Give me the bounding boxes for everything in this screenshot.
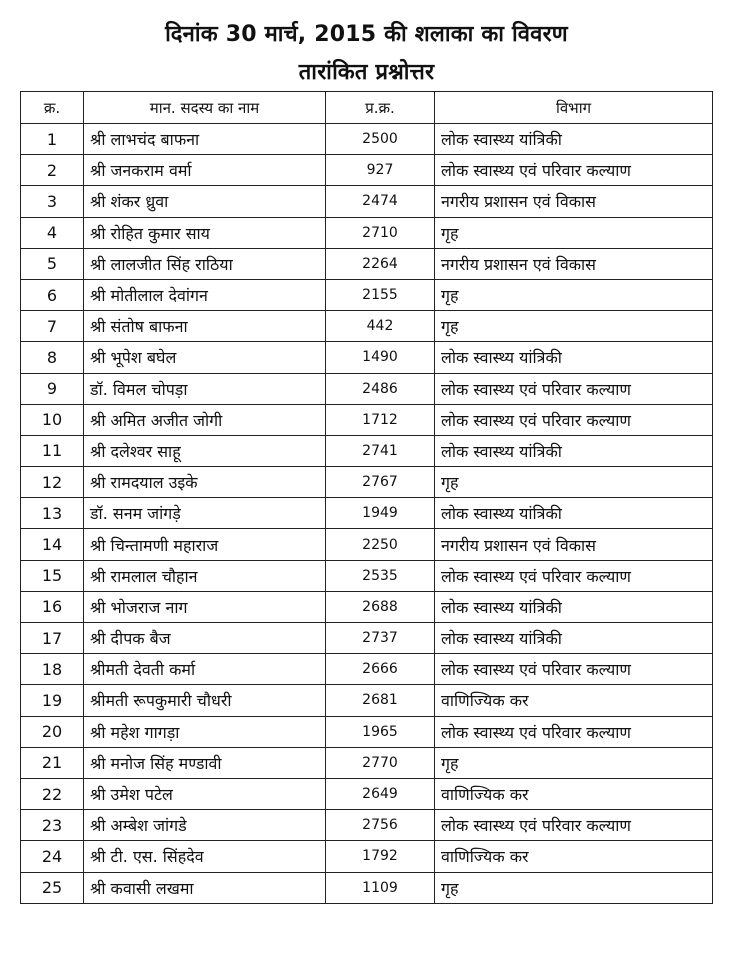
member-name-cell: श्री मनोज सिंह मण्डावी xyxy=(84,747,326,778)
page-title: दिनांक 30 मार्च, 2015 की शलाका का विवरण xyxy=(165,22,568,47)
member-name-cell: डॉ. सनम जांगड़े xyxy=(84,498,326,529)
question-number-cell: 2486 xyxy=(326,373,435,404)
serial-cell: 15 xyxy=(21,560,84,591)
table-body xyxy=(21,124,713,904)
table-row xyxy=(21,435,713,466)
question-number-cell: 2710 xyxy=(326,217,435,248)
serial-cell: 19 xyxy=(21,685,84,716)
member-name-cell: श्री लालजीत सिंह राठिया xyxy=(84,248,326,279)
department-cell: लोक स्वास्थ्य एवं परिवार कल्याण xyxy=(435,654,713,685)
column-header-member-name: मान. सदस्य का नाम xyxy=(84,92,326,124)
department-cell: गृह xyxy=(435,279,713,310)
serial-cell: 4 xyxy=(21,217,84,248)
serial-cell: 8 xyxy=(21,342,84,373)
serial-cell: 7 xyxy=(21,311,84,342)
table-row xyxy=(21,623,713,654)
department-cell: लोक स्वास्थ्य एवं परिवार कल्याण xyxy=(435,373,713,404)
department-cell: गृह xyxy=(435,747,713,778)
table-row xyxy=(21,716,713,747)
member-name-cell: श्री शंकर ध्रुवा xyxy=(84,186,326,217)
column-header-serial: क्र. xyxy=(21,92,84,124)
table-row xyxy=(21,654,713,685)
member-name-cell: श्री मोतीलाल देवांगन xyxy=(84,279,326,310)
table-row xyxy=(21,591,713,622)
department-cell: गृह xyxy=(435,467,713,498)
question-number-cell: 1490 xyxy=(326,342,435,373)
question-table xyxy=(20,91,713,904)
question-number-cell: 2737 xyxy=(326,623,435,654)
member-name-cell: श्री जनकराम वर्मा xyxy=(84,155,326,186)
table-row xyxy=(21,124,713,155)
department-cell: लोक स्वास्थ्य एवं परिवार कल्याण xyxy=(435,155,713,186)
table-row xyxy=(21,778,713,809)
serial-cell: 3 xyxy=(21,186,84,217)
table-row xyxy=(21,279,713,310)
department-cell: लोक स्वास्थ्य एवं परिवार कल्याण xyxy=(435,560,713,591)
table-row xyxy=(21,186,713,217)
table-row xyxy=(21,529,713,560)
table-row xyxy=(21,404,713,435)
question-number-cell: 1949 xyxy=(326,498,435,529)
table-row xyxy=(21,373,713,404)
serial-cell: 13 xyxy=(21,498,84,529)
department-cell: लोक स्वास्थ्य यांत्रिकी xyxy=(435,498,713,529)
question-number-cell: 2649 xyxy=(326,778,435,809)
department-cell: लोक स्वास्थ्य एवं परिवार कल्याण xyxy=(435,404,713,435)
member-name-cell: श्री भोजराज नाग xyxy=(84,591,326,622)
serial-cell: 5 xyxy=(21,248,84,279)
question-number-cell: 2535 xyxy=(326,560,435,591)
member-name-cell: श्री रोहित कुमार साय xyxy=(84,217,326,248)
member-name-cell: श्री दीपक बैज xyxy=(84,623,326,654)
table-row xyxy=(21,248,713,279)
member-name-cell: श्री दलेश्वर साहू xyxy=(84,435,326,466)
serial-cell: 14 xyxy=(21,529,84,560)
question-number-cell: 1109 xyxy=(326,872,435,903)
table-row xyxy=(21,872,713,903)
member-name-cell: श्री संतोष बाफना xyxy=(84,311,326,342)
department-cell: लोक स्वास्थ्य यांत्रिकी xyxy=(435,124,713,155)
department-cell: वाणिज्यिक कर xyxy=(435,685,713,716)
table-row xyxy=(21,217,713,248)
department-cell: नगरीय प्रशासन एवं विकास xyxy=(435,529,713,560)
department-cell: लोक स्वास्थ्य एवं परिवार कल्याण xyxy=(435,810,713,841)
serial-cell: 10 xyxy=(21,404,84,435)
member-name-cell: श्री चिन्तामणी महाराज xyxy=(84,529,326,560)
serial-cell: 22 xyxy=(21,778,84,809)
member-name-cell: श्रीमती देवती कर्मा xyxy=(84,654,326,685)
table-row xyxy=(21,810,713,841)
serial-cell: 6 xyxy=(21,279,84,310)
column-header-question-number: प्र.क्र. xyxy=(326,92,435,124)
serial-cell: 12 xyxy=(21,467,84,498)
member-name-cell: श्री अमित अजीत जोगी xyxy=(84,404,326,435)
member-name-cell: श्री कवासी लखमा xyxy=(84,872,326,903)
department-cell: नगरीय प्रशासन एवं विकास xyxy=(435,186,713,217)
member-name-cell: श्री उमेश पटेल xyxy=(84,778,326,809)
member-name-cell: श्री अम्बेश जांगडे xyxy=(84,810,326,841)
question-number-cell: 2155 xyxy=(326,279,435,310)
table-row xyxy=(21,498,713,529)
question-number-cell: 1792 xyxy=(326,841,435,872)
question-number-cell: 2767 xyxy=(326,467,435,498)
question-number-cell: 1965 xyxy=(326,716,435,747)
member-name-cell: श्री लाभचंद बाफना xyxy=(84,124,326,155)
serial-cell: 2 xyxy=(21,155,84,186)
question-number-cell: 2264 xyxy=(326,248,435,279)
department-cell: वाणिज्यिक कर xyxy=(435,778,713,809)
question-number-cell: 2250 xyxy=(326,529,435,560)
serial-cell: 1 xyxy=(21,124,84,155)
question-number-cell: 2474 xyxy=(326,186,435,217)
department-cell: नगरीय प्रशासन एवं विकास xyxy=(435,248,713,279)
serial-cell: 11 xyxy=(21,435,84,466)
department-cell: लोक स्वास्थ्य यांत्रिकी xyxy=(435,342,713,373)
member-name-cell: श्री भूपेश बघेल xyxy=(84,342,326,373)
member-name-cell: श्री रामदयाल उइके xyxy=(84,467,326,498)
serial-cell: 16 xyxy=(21,591,84,622)
department-cell: गृह xyxy=(435,217,713,248)
page-subtitle: तारांकित प्रश्नोत्तर xyxy=(298,60,435,85)
table-row xyxy=(21,747,713,778)
department-cell: लोक स्वास्थ्य यांत्रिकी xyxy=(435,623,713,654)
serial-cell: 23 xyxy=(21,810,84,841)
serial-cell: 9 xyxy=(21,373,84,404)
question-number-cell: 2688 xyxy=(326,591,435,622)
question-number-cell: 442 xyxy=(326,311,435,342)
serial-cell: 20 xyxy=(21,716,84,747)
member-name-cell: श्री रामलाल चौहान xyxy=(84,560,326,591)
department-cell: वाणिज्यिक कर xyxy=(435,841,713,872)
table-row xyxy=(21,342,713,373)
table-row xyxy=(21,155,713,186)
department-cell: गृह xyxy=(435,872,713,903)
question-number-cell: 927 xyxy=(326,155,435,186)
question-number-cell: 1712 xyxy=(326,404,435,435)
table-row xyxy=(21,311,713,342)
table-header xyxy=(21,92,713,124)
question-number-cell: 2666 xyxy=(326,654,435,685)
question-number-cell: 2500 xyxy=(326,124,435,155)
serial-cell: 21 xyxy=(21,747,84,778)
serial-cell: 25 xyxy=(21,872,84,903)
question-number-cell: 2770 xyxy=(326,747,435,778)
question-number-cell: 2756 xyxy=(326,810,435,841)
department-cell: लोक स्वास्थ्य यांत्रिकी xyxy=(435,591,713,622)
serial-cell: 24 xyxy=(21,841,84,872)
serial-cell: 17 xyxy=(21,623,84,654)
table-row xyxy=(21,467,713,498)
department-cell: गृह xyxy=(435,311,713,342)
question-number-cell: 2681 xyxy=(326,685,435,716)
member-name-cell: श्री टी. एस. सिंहदेव xyxy=(84,841,326,872)
table-row xyxy=(21,685,713,716)
table-row xyxy=(21,560,713,591)
column-header-department: विभाग xyxy=(435,92,713,124)
member-name-cell: श्री महेश गागड़ा xyxy=(84,716,326,747)
serial-cell: 18 xyxy=(21,654,84,685)
member-name-cell: डॉ. विमल चोपड़ा xyxy=(84,373,326,404)
department-cell: लोक स्वास्थ्य एवं परिवार कल्याण xyxy=(435,716,713,747)
table-row xyxy=(21,841,713,872)
member-name-cell: श्रीमती रूपकुमारी चौधरी xyxy=(84,685,326,716)
department-cell: लोक स्वास्थ्य यांत्रिकी xyxy=(435,435,713,466)
question-number-cell: 2741 xyxy=(326,435,435,466)
